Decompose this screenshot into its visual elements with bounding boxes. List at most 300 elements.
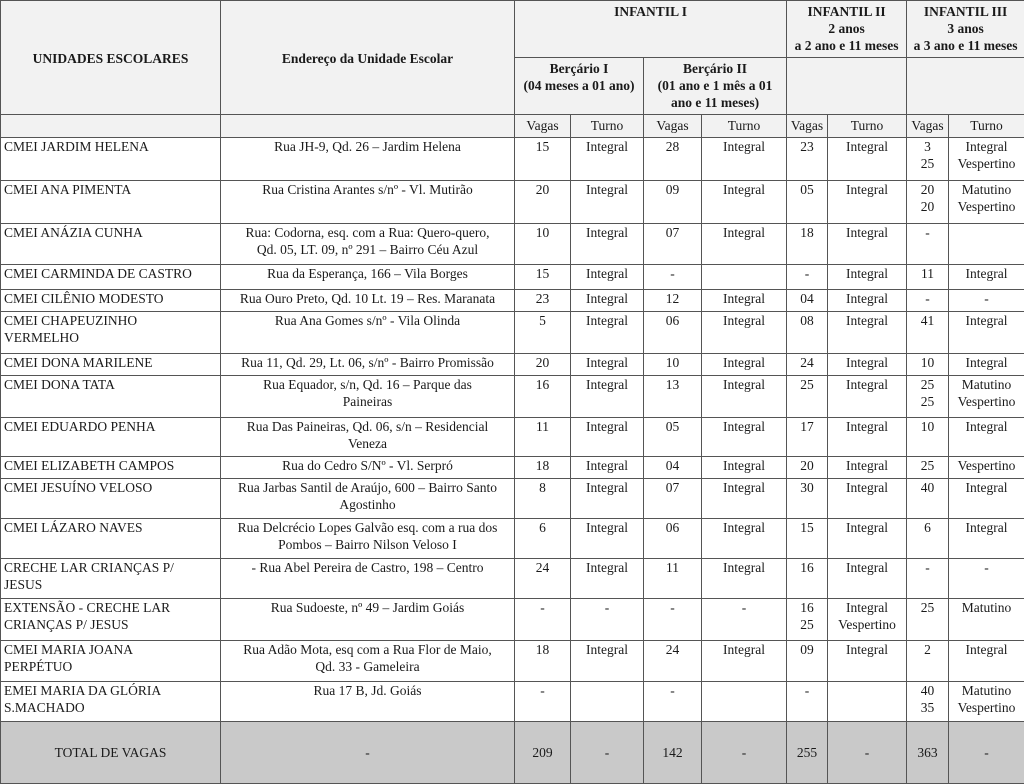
infantil-3-vagas	[907, 519, 949, 559]
school-address	[221, 418, 515, 457]
infantil-3-vagas-line: 10	[920, 355, 935, 370]
bercario-1-vagas	[515, 559, 571, 599]
table-row	[1, 354, 1024, 376]
header-infantil-1: INFANTIL I	[515, 1, 787, 58]
infantil-3-turno	[949, 519, 1024, 559]
bercario-2-vagas-line: -	[670, 266, 675, 281]
bercario-1-turno	[571, 682, 644, 722]
infantil-2-turno	[828, 224, 907, 265]
infantil-2-turno	[828, 559, 907, 599]
school-address-line: Pombos – Bairro Nilson Veloso I	[278, 537, 457, 552]
turno-header: Turno	[828, 115, 907, 138]
bercario-2-vagas	[644, 181, 702, 224]
infantil-2-vagas-line: 25	[800, 617, 814, 632]
bercario-1-vagas-line: 15	[535, 266, 550, 281]
infantil-2-vagas	[787, 290, 828, 312]
bercario-1-turno-line: Integral	[586, 642, 628, 657]
infantil-3-vagas-line: 11	[921, 266, 935, 281]
infantil-3-turno-line: Integral	[965, 642, 1008, 657]
infantil-2-range: a 2 ano e 11 meses	[794, 38, 899, 53]
infantil-3-turno	[949, 457, 1024, 479]
infantil-2-turno	[828, 376, 907, 418]
infantil-3-turno-line: Matutino	[961, 683, 1012, 698]
infantil-2-vagas	[787, 181, 828, 224]
infantil-3-turno	[949, 138, 1024, 181]
header-infantil-3-blank	[907, 58, 1024, 115]
infantil-3-turno-line: Matutino	[961, 600, 1012, 615]
bercario-1-vagas-line: 18	[535, 642, 550, 657]
infantil-3-turno-line: Vespertino	[957, 700, 1016, 715]
school-address	[221, 354, 515, 376]
infantil-3-turno	[949, 265, 1024, 290]
bercario-1-turno	[571, 354, 644, 376]
infantil-3-turno-line: Integral	[965, 480, 1008, 495]
school-name	[1, 181, 221, 224]
school-name-line: CMEI EDUARDO PENHA	[4, 419, 156, 434]
infantil-2-vagas-line: 09	[800, 642, 814, 657]
bercario-2-turno	[702, 376, 787, 418]
bercario-2-vagas-line: 09	[665, 182, 680, 197]
bercario-1-turno	[571, 457, 644, 479]
infantil-2-vagas-line: -	[804, 683, 810, 698]
bercario-2-turno	[702, 265, 787, 290]
bercario-1-vagas	[515, 682, 571, 722]
turno-header: Turno	[702, 115, 787, 138]
bercario-2-age-cont: ano e 11 meses)	[670, 95, 760, 110]
infantil-3-vagas	[907, 641, 949, 682]
school-name-line: CMEI JARDIM HELENA	[4, 139, 149, 154]
infantil-2-turno-line: Integral	[846, 458, 889, 473]
bercario-2-vagas	[644, 641, 702, 682]
school-name	[1, 682, 221, 722]
infantil-3-turno	[949, 312, 1024, 354]
infantil-2-vagas	[787, 376, 828, 418]
bercario-2-vagas	[644, 265, 702, 290]
bercario-1-vagas-line: 6	[539, 520, 546, 535]
infantil-3-turno	[949, 181, 1024, 224]
bercario-1-turno	[571, 312, 644, 354]
school-address-line: Qd. 05, LT. 09, nº 291 – Bairro Céu Azul	[256, 242, 479, 257]
school-name	[1, 354, 221, 376]
infantil-3-vagas-line: 25	[920, 156, 935, 171]
school-name	[1, 457, 221, 479]
school-name	[1, 265, 221, 290]
infantil-2-turno	[828, 519, 907, 559]
bercario-1-vagas-line: 20	[535, 182, 550, 197]
table-row	[1, 418, 1024, 457]
infantil-2-turno-line: Integral	[846, 419, 889, 434]
school-name-line: EMEI MARIA DA GLÓRIA	[4, 683, 162, 698]
bercario-1-vagas-line: 15	[535, 139, 550, 154]
header-address-blank	[221, 115, 515, 138]
bercario-1-turno-line: Integral	[586, 225, 628, 240]
turno-header: Turno	[571, 115, 644, 138]
total-bercario-1-vagas: 209	[515, 722, 571, 784]
infantil-2-vagas-line: 25	[800, 377, 814, 392]
bercario-2-vagas	[644, 418, 702, 457]
school-name-line: CMEI ELIZABETH CAMPOS	[4, 458, 175, 473]
bercario-2-turno	[702, 290, 787, 312]
school-address-line: Qd. 33 - Gameleira	[315, 659, 420, 674]
infantil-3-vagas-line: 40	[920, 480, 935, 495]
table-row	[1, 376, 1024, 418]
infantil-3-turno-line: Integral	[965, 266, 1008, 281]
infantil-2-turno	[828, 138, 907, 181]
total-infantil-3-vagas: 363	[907, 722, 949, 784]
infantil-3-turno	[949, 354, 1024, 376]
bercario-2-turno-line: Integral	[723, 139, 765, 154]
infantil-3-turno-line: Matutino	[961, 182, 1012, 197]
infantil-3-turno	[949, 290, 1024, 312]
bercario-1-title: Berçário I	[549, 61, 609, 76]
infantil-3-turno	[949, 641, 1024, 682]
school-address	[221, 224, 515, 265]
turno-header: Turno	[949, 115, 1024, 138]
bercario-2-turno	[702, 138, 787, 181]
bercario-1-vagas-line: 8	[539, 480, 546, 495]
header-infantil-2-blank	[787, 58, 907, 115]
bercario-2-turno	[702, 181, 787, 224]
infantil-2-turno-line: Integral	[846, 355, 889, 370]
bercario-1-turno-line: Integral	[586, 291, 628, 306]
infantil-2-turno-line: Integral	[846, 520, 889, 535]
infantil-2-turno	[828, 290, 907, 312]
infantil-3-range: a 3 ano e 11 meses	[913, 38, 1018, 53]
school-address-line: Rua Delcrécio Lopes Galvão esq. com a rua dos	[237, 520, 498, 535]
infantil-3-vagas-line: 20	[920, 182, 935, 197]
infantil-3-vagas	[907, 290, 949, 312]
bercario-1-vagas	[515, 418, 571, 457]
bercario-1-turno-line: Integral	[586, 313, 628, 328]
school-name	[1, 418, 221, 457]
school-address-line: Rua Ana Gomes s/nº - Vila Olinda	[274, 313, 461, 328]
bercario-2-title: Berçário II	[682, 61, 748, 76]
bercario-1-vagas	[515, 138, 571, 181]
bercario-1-turno-line: Integral	[586, 480, 628, 495]
infantil-3-vagas-line: -	[925, 291, 930, 306]
school-address	[221, 641, 515, 682]
infantil-3-turno-line: Integral	[965, 520, 1008, 535]
total-row	[1, 722, 1024, 784]
bercario-2-age: (01 ano e 1 mês a 01	[657, 78, 773, 93]
infantil-3-vagas-line: 3	[924, 139, 931, 154]
bercario-2-vagas-line: 11	[666, 560, 679, 575]
school-address	[221, 312, 515, 354]
school-name-line: CMEI LÁZARO NAVES	[4, 520, 143, 535]
bercario-1-vagas	[515, 599, 571, 641]
infantil-3-vagas-line: -	[925, 560, 930, 575]
school-address	[221, 138, 515, 181]
infantil-2-turno-line: Integral	[846, 642, 889, 657]
infantil-3-vagas-line: 2	[924, 642, 931, 657]
bercario-2-turno	[702, 479, 787, 519]
school-address-line: Rua 17 B, Jd. Goiás	[313, 683, 422, 698]
school-name-line: CRECHE LAR CRIANÇAS P/	[4, 560, 174, 575]
bercario-2-turno	[702, 312, 787, 354]
infantil-3-title: INFANTIL III	[923, 4, 1008, 19]
infantil-3-vagas	[907, 354, 949, 376]
infantil-2-vagas	[787, 682, 828, 722]
school-name-line: CMEI DONA TATA	[4, 377, 115, 392]
infantil-3-vagas	[907, 224, 949, 265]
infantil-2-turno-line: Integral	[846, 313, 889, 328]
school-address-line: Rua Das Paineiras, Qd. 06, s/n – Residencial	[246, 419, 489, 434]
infantil-3-vagas	[907, 138, 949, 181]
bercario-2-turno-line: Integral	[723, 642, 765, 657]
bercario-1-vagas-line: 16	[535, 377, 550, 392]
infantil-3-turno	[949, 599, 1024, 641]
infantil-3-vagas-line: 25	[920, 394, 935, 409]
infantil-3-turno-line: Matutino	[961, 377, 1012, 392]
bercario-2-vagas-line: 07	[665, 225, 680, 240]
infantil-3-turno-line: Vespertino	[957, 458, 1016, 473]
infantil-3-turno-line: Integral	[965, 313, 1008, 328]
infantil-2-vagas	[787, 479, 828, 519]
header-bercario-1	[515, 58, 644, 115]
school-name	[1, 138, 221, 181]
infantil-3-turno-line: Vespertino	[957, 199, 1016, 214]
bercario-1-turno	[571, 641, 644, 682]
bercario-1-age: (04 meses a 01 ano)	[523, 78, 635, 93]
infantil-2-vagas-line: 23	[800, 139, 814, 154]
infantil-3-vagas-line: 20	[920, 199, 935, 214]
infantil-3-vagas-line: 35	[920, 700, 935, 715]
infantil-2-turno-line: Integral	[846, 600, 889, 615]
infantil-3-turno-line: Vespertino	[957, 156, 1016, 171]
bercario-1-turno	[571, 290, 644, 312]
bercario-2-vagas	[644, 599, 702, 641]
school-name	[1, 479, 221, 519]
header-units-blank	[1, 115, 221, 138]
bercario-2-vagas	[644, 224, 702, 265]
infantil-2-vagas-line: 04	[800, 291, 814, 306]
infantil-3-turno-line: -	[984, 560, 989, 575]
school-name-line: CMEI JESUÍNO VELOSO	[4, 480, 153, 495]
infantil-3-turno	[949, 559, 1024, 599]
table-row	[1, 479, 1024, 519]
school-name-line: CMEI CILÊNIO MODESTO	[4, 291, 164, 306]
infantil-3-vagas-line: 40	[920, 683, 935, 698]
bercario-1-vagas	[515, 354, 571, 376]
infantil-2-turno-line: Integral	[846, 377, 889, 392]
infantil-3-age: 3 anos	[947, 21, 984, 36]
infantil-2-turno	[828, 354, 907, 376]
bercario-1-turno	[571, 224, 644, 265]
school-name-line: CMEI ANÁZIA CUNHA	[4, 225, 143, 240]
bercario-2-turno	[702, 641, 787, 682]
bercario-2-vagas	[644, 457, 702, 479]
bercario-2-vagas	[644, 138, 702, 181]
bercario-1-turno	[571, 138, 644, 181]
bercario-2-turno	[702, 599, 787, 641]
bercario-2-turno-line: Integral	[723, 291, 765, 306]
infantil-3-vagas	[907, 599, 949, 641]
bercario-2-turno-line: Integral	[723, 520, 765, 535]
infantil-3-turno-line: Vespertino	[957, 394, 1016, 409]
infantil-2-vagas	[787, 599, 828, 641]
total-infantil-2-turno: -	[828, 722, 907, 784]
total-bercario-2-turno: -	[702, 722, 787, 784]
bercario-2-vagas-line: 06	[665, 313, 680, 328]
school-name	[1, 312, 221, 354]
header-infantil-2	[787, 1, 907, 58]
bercario-2-vagas	[644, 682, 702, 722]
school-address-line: Agostinho	[339, 497, 396, 512]
school-address	[221, 457, 515, 479]
bercario-1-vagas	[515, 290, 571, 312]
infantil-2-vagas	[787, 265, 828, 290]
table-row	[1, 559, 1024, 599]
school-name	[1, 641, 221, 682]
bercario-2-turno-line: -	[741, 600, 747, 615]
bercario-2-turno	[702, 519, 787, 559]
infantil-2-vagas-line: 16	[800, 600, 814, 615]
bercario-2-turno	[702, 224, 787, 265]
infantil-2-vagas	[787, 418, 828, 457]
vagas-header: Vagas	[644, 115, 702, 138]
school-address	[221, 290, 515, 312]
infantil-2-turno-line: Integral	[846, 480, 889, 495]
table-row	[1, 519, 1024, 559]
infantil-2-vagas	[787, 457, 828, 479]
school-address	[221, 519, 515, 559]
table-row	[1, 290, 1024, 312]
infantil-2-vagas	[787, 224, 828, 265]
header-address: Endereço da Unidade Escolar	[221, 1, 515, 115]
table-row	[1, 265, 1024, 290]
school-name	[1, 290, 221, 312]
bercario-1-turno-line: Integral	[586, 520, 628, 535]
total-bercario-2-vagas: 142	[644, 722, 702, 784]
bercario-1-turno	[571, 265, 644, 290]
school-name	[1, 376, 221, 418]
bercario-1-turno	[571, 479, 644, 519]
school-address	[221, 682, 515, 722]
infantil-3-turno-line: Integral	[965, 355, 1008, 370]
school-name-line: PERPÉTUO	[4, 659, 73, 674]
bercario-2-vagas-line: 06	[665, 520, 680, 535]
bercario-2-turno-line: Integral	[723, 419, 765, 434]
table-row	[1, 312, 1024, 354]
bercario-2-turno	[702, 354, 787, 376]
total-address: -	[221, 722, 515, 784]
bercario-1-turno-line: Integral	[586, 377, 628, 392]
infantil-2-vagas-line: 15	[800, 520, 814, 535]
bercario-2-vagas	[644, 559, 702, 599]
bercario-2-turno	[702, 418, 787, 457]
infantil-2-title: INFANTIL II	[807, 4, 886, 19]
bercario-1-turno-line: Integral	[586, 560, 628, 575]
school-name-line: VERMELHO	[4, 330, 79, 345]
school-address-line: Rua Jarbas Santil de Araújo, 600 – Bairro Santo	[237, 480, 498, 495]
bercario-2-vagas-line: 13	[665, 377, 680, 392]
infantil-3-vagas-line: 25	[920, 377, 935, 392]
infantil-2-vagas	[787, 354, 828, 376]
bercario-2-vagas	[644, 519, 702, 559]
bercario-2-vagas	[644, 354, 702, 376]
infantil-3-vagas	[907, 181, 949, 224]
table-row	[1, 138, 1024, 181]
infantil-2-turno-line: Integral	[846, 266, 889, 281]
table-row	[1, 641, 1024, 682]
infantil-2-turno	[828, 479, 907, 519]
infantil-2-turno-line: Integral	[846, 139, 889, 154]
infantil-3-vagas	[907, 457, 949, 479]
bercario-2-turno-line: Integral	[723, 377, 765, 392]
bercario-1-vagas	[515, 265, 571, 290]
bercario-1-vagas-line: 23	[535, 291, 550, 306]
school-name	[1, 519, 221, 559]
bercario-1-vagas	[515, 519, 571, 559]
infantil-2-turno	[828, 457, 907, 479]
school-address-line: Rua JH-9, Qd. 26 – Jardim Helena	[274, 139, 461, 154]
bercario-2-turno-line: Integral	[723, 313, 765, 328]
bercario-1-turno-line: Integral	[586, 419, 628, 434]
bercario-1-vagas	[515, 312, 571, 354]
vagas-header: Vagas	[907, 115, 949, 138]
bercario-2-vagas-line: 10	[665, 355, 680, 370]
infantil-3-vagas	[907, 312, 949, 354]
school-address-line: Rua da Esperança, 166 – Vila Borges	[267, 266, 468, 281]
infantil-2-turno	[828, 181, 907, 224]
header-infantil-3	[907, 1, 1024, 58]
bercario-1-turno	[571, 181, 644, 224]
bercario-1-turno-line: Integral	[586, 355, 628, 370]
school-address-line: Rua Equador, s/n, Qd. 16 – Parque das	[263, 377, 472, 392]
infantil-2-age: 2 anos	[828, 21, 865, 36]
infantil-3-turno	[949, 682, 1024, 722]
bercario-2-turno-line: Integral	[723, 182, 765, 197]
bercario-1-vagas-line: 5	[539, 313, 546, 328]
total-infantil-2-vagas: 255	[787, 722, 828, 784]
school-address	[221, 265, 515, 290]
infantil-2-vagas-line: 05	[800, 182, 814, 197]
bercario-1-turno-line: Integral	[586, 266, 628, 281]
total-infantil-3-turno: -	[949, 722, 1024, 784]
school-address	[221, 479, 515, 519]
school-address-line: Veneza	[348, 436, 387, 451]
bercario-2-turno	[702, 682, 787, 722]
bercario-2-vagas	[644, 290, 702, 312]
infantil-2-vagas	[787, 312, 828, 354]
bercario-2-vagas-line: -	[670, 600, 675, 615]
bercario-2-turno	[702, 457, 787, 479]
infantil-3-turno-line: -	[984, 291, 989, 306]
bercario-2-turno-line: Integral	[723, 560, 765, 575]
infantil-2-turno-line: Integral	[846, 291, 889, 306]
infantil-2-turno	[828, 265, 907, 290]
bercario-1-turno-line: Integral	[586, 182, 628, 197]
infantil-3-turno	[949, 376, 1024, 418]
bercario-1-turno-line: Integral	[586, 458, 628, 473]
infantil-2-turno-line: Integral	[846, 225, 889, 240]
school-address-line: Rua Cristina Arantes s/nº - Vl. Mutirão	[262, 182, 473, 197]
infantil-2-vagas	[787, 559, 828, 599]
infantil-2-vagas-line: 20	[800, 458, 814, 473]
bercario-1-vagas	[515, 181, 571, 224]
infantil-3-turno	[949, 418, 1024, 457]
infantil-3-vagas-line: 25	[920, 600, 935, 615]
bercario-2-vagas-line: 12	[665, 291, 680, 306]
bercario-2-vagas-line: 07	[665, 480, 680, 495]
infantil-3-vagas	[907, 682, 949, 722]
bercario-2-vagas-line: 24	[665, 642, 680, 657]
infantil-3-vagas	[907, 376, 949, 418]
bercario-1-vagas	[515, 376, 571, 418]
infantil-2-vagas-line: 24	[800, 355, 814, 370]
table-row	[1, 682, 1024, 722]
school-address	[221, 559, 515, 599]
